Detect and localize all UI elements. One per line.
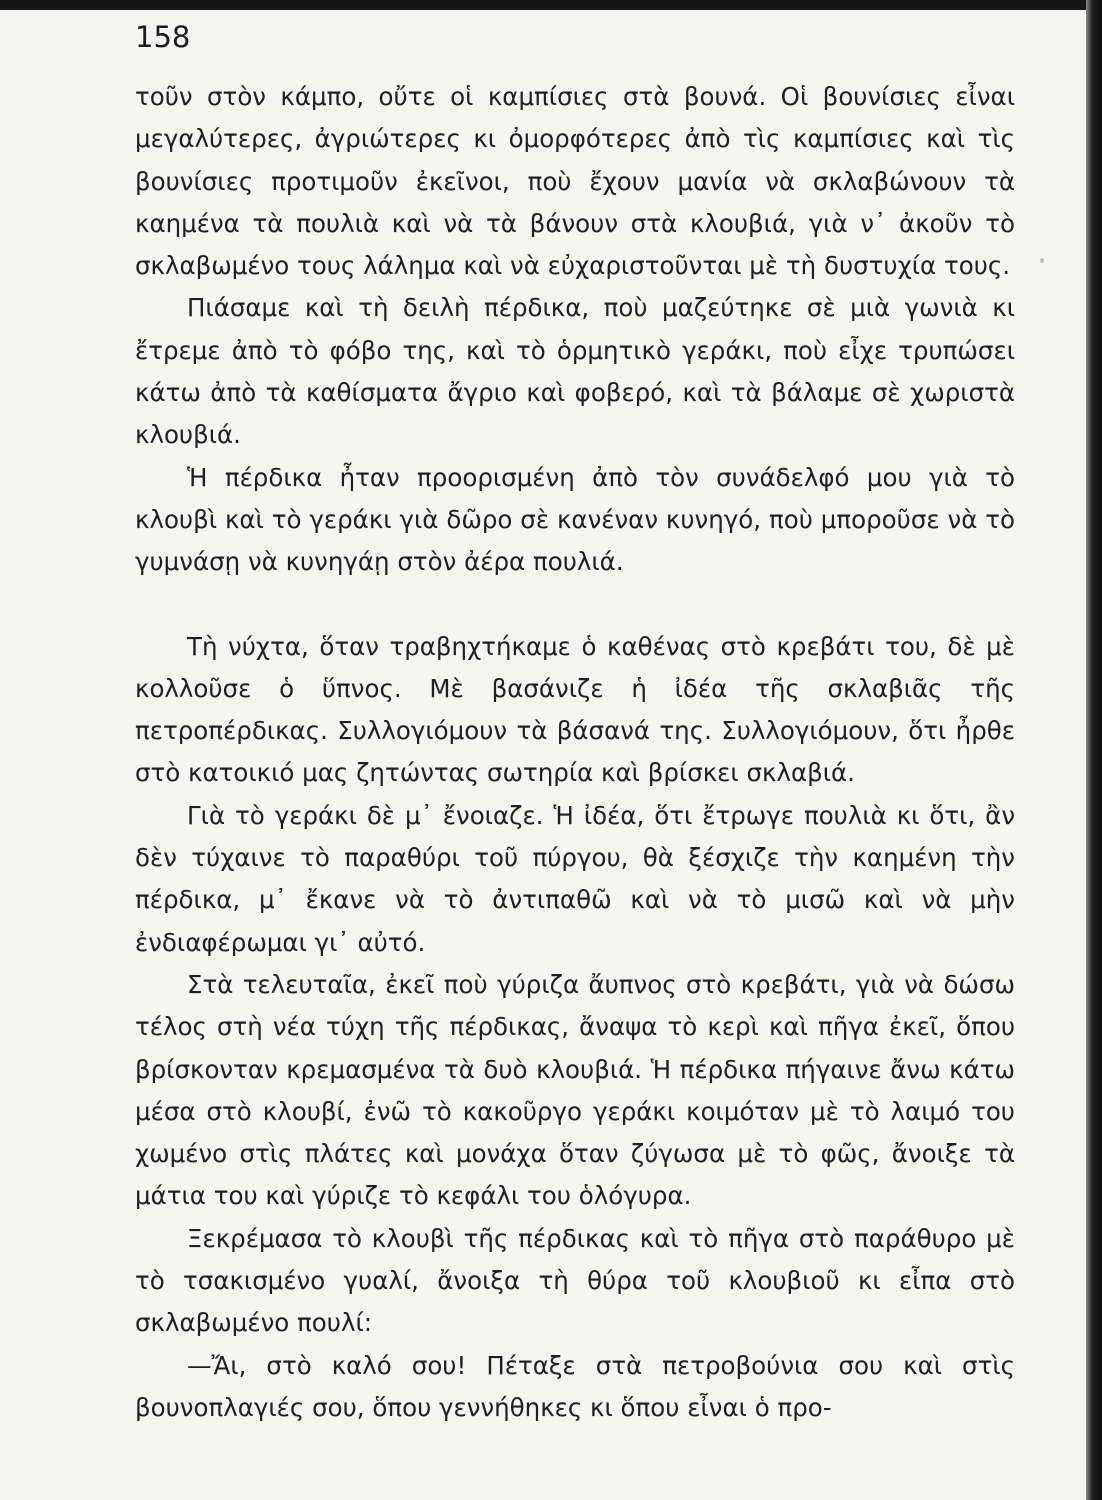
- body-text: [135, 76, 1015, 1429]
- scan-border-right: [1086, 0, 1102, 1500]
- paragraph: Πιάσαμε καὶ τὴ δειλὴ πέρδικα, ποὺ μαζεύτηκε σὲ μιὰ γωνιὰ κι ἔτρεμε ἀπὸ τὸ φόβο της, καὶ τὸ ὁρμητικὸ γεράκι, ποὺ εἶχε τρυπώσει κάτω ἀπὸ τὰ καθίσματα ἄγριο καὶ φοβερό, καὶ τὰ βάλαμε σὲ χωριστὰ κλουβιά.: [135, 293, 1015, 450]
- paragraph: Τὴ νύχτα, ὅταν τραβηχτήκαμε ὁ καθένας στὸ κρεβάτι του, δὲ μὲ κολλοῦσε ὁ ὕπνος. Μὲ βασάνιζε ἡ ἰδέα τῆς σκλαβιᾶς τῆς πετροπέρδικας. Συλλογιόμουν τὰ βάσανά της. Συλλογιόμουν, ὅτι ἦρθε στὸ κατοικιό μας ζητώντας σωτηρία καὶ βρίσκει σκλαβιά.: [135, 631, 1015, 788]
- paper-speck: [1040, 258, 1044, 263]
- paragraph: Γιὰ τὸ γεράκι δὲ μ᾿ ἔνοιαζε. Ἡ ἰδέα, ὅτι ἔτρωγε πουλιὰ κι ὅτι, ἂν δὲν τύχαινε τὸ παραθύρι τοῦ πύργου, θὰ ξέσχιζε τὴν καημένη τὴν πέρδικα, μ᾿ ἔκανε νὰ τὸ ἀντιπαθῶ καὶ νὰ τὸ μισῶ καὶ νὰ μὴν ἐνδιαφέρωμαι γι᾿ αὐτό.: [135, 800, 1015, 957]
- paragraph-continuation: τοῦν στὸν κάμπο, οὔτε οἱ καμπίσιες στὰ βουνά. Οἱ βουνίσιες εἶναι μεγαλύτερες, ἀγριώτερες κι ὀμορφότερες ἀπὸ τὶς καμπίσιες καὶ τὶς βουνίσιες προτιμοῦν ἐκεῖνοι, ποὺ ἔχουν μανία νὰ σκλαβώνουν τὰ καημένα τὰ πουλιὰ καὶ νὰ τὰ βάνουν στὰ κλουβιά, γιὰ ν᾿ ἀκοῦν τὸ σκλαβωμένο τους λάλημα καὶ νὰ εὐχαριστοῦνται μὲ τὴ δυστυχία τους.: [135, 82, 1015, 281]
- dialogue-paragraph: —Ἄι, στὸ καλό σου! Πέταξε στὰ πετροβούνια σου καὶ στὶς βουνοπλαγιές σου, ὅπου γεννήθηκες κι ὅπου εἶναι ὁ προ-: [135, 1350, 1015, 1422]
- paragraph: Ξεκρέμασα τὸ κλουβὶ τῆς πέρδικας καὶ τὸ πῆγα στὸ παράθυρο μὲ τὸ τσακισμένο γυαλί, ἄνοιξα τὴ θύρα τοῦ κλουβιοῦ κι εἶπα στὸ σκλαβωμένο πουλί:: [135, 1223, 1015, 1338]
- paragraph: Στὰ τελευταῖα, ἐκεῖ ποὺ γύριζα ἄυπνος στὸ κρεβάτι, γιὰ νὰ δώσω τέλος στὴ νέα τύχη τῆς πέρδικας, ἄναψα τὸ κερὶ καὶ πῆγα ἐκεῖ, ὅπου βρίσκονταν κρεμασμένα τὰ δυὸ κλουβιά. Ἡ πέρδικα πήγαινε ἄνω κάτω μέσα στὸ κλουβί, ἐνῶ τὸ κακοῦργο γεράκι κοιμόταν μὲ τὸ λαιμό του χωμένο στὶς πλάτες καὶ μονάχα ὅταν ζύγωσα μὲ τὸ φῶς, ἄνοιξε τὰ μάτια του καὶ γύριζε τὸ κεφάλι του ὁλόγυρα.: [135, 969, 1015, 1211]
- paragraph: Ἡ πέρδικα ἦταν προορισμένη ἀπὸ τὸν συνάδελφό μου γιὰ τὸ κλουβὶ καὶ τὸ γεράκι γιὰ δῶρο σὲ κανέναν κυνηγό, ποὺ μποροῦσε νὰ τὸ γυμνάσῃ νὰ κυνηγάῃ στὸν ἀέρα πουλιά.: [135, 462, 1015, 577]
- page-number: 158: [135, 20, 191, 54]
- scan-border-top: [0, 0, 1102, 10]
